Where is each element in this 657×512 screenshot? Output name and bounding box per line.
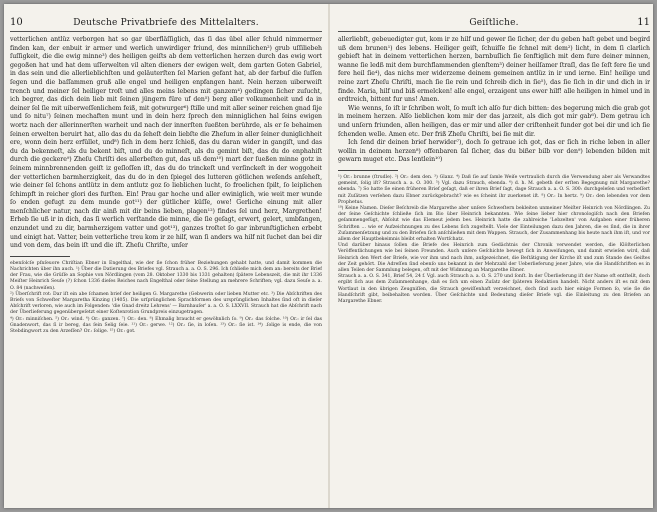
left-page-header (10, 14, 322, 32)
page-number: 11 (637, 17, 650, 28)
left-page (10, 4, 322, 508)
book-gutter (328, 4, 330, 508)
paragraph: Wie wenns, ſo iſt ir ſchriben wolt, ſo muſt ich alſo fur dich bitten: des begerung mich die grab got in meinem herzen. Alſo lieblichen kom mir der das jarzeit, als dich got mir gab⁶). Dem getrau ich und unſern friunden, allen heiligen, das er mir und aller der criſtenheit funder got bei dir und ich ſie ſchenden welle. Amen etc. Der friß Zheſu Chriſti, bei ſie mit dir. (338, 104, 650, 138)
paragraph: vetterlichen antlüz verborgen hat so gar überfläſſiglich, das ſi das übel aller ſchuld nimmermer finden kan, der enbuit ir armer und werlich unwirdiger friund, des minnilichen²) grub uſſiliebeh ſuſſigkeit, die die ewig minne³) des heiligen geiſts ab dem vetterlichen herzen durch das ewig wort gegoßen hat und hat dem uſſerwelten vil alten dieners der ewigen welt, dem garten Goten Gabriel, in das sein und die allerlieblichſten und geläuterſten ſel Marien gefant hat, ab der farbuſ die ſuſſen ſegen und die baſſammen gruß alle engel und heiligen enpfangen hant. Nein herzen uiberweiſt trench und meiner ſel heiliger troſt und alles meins lebens mit ganzem⁴) gedingen ſicher zuſucht, ich begrer, das dich dein lieb mit ſeinen jüngern füre uf den⁵) berg aller volkumenheit und da in deiner ſel ſie mit uiberweſſenlichem feiß, mit gotwurger⁶) ſtille und mit aller seiner reichen gnad ſije und ſo nitu⁷) ſeinen mechaften munt und in dein herz ſprech den minniglichen hal ſeins ewigen wortz nach der allerinnerſten warheit und nach der innerſten ſueßten berührde, als er ſe behaimen ſeinen erwelten beruirt hat, allo das du da ſeheſt dein liebſte die Zheſum in aller ſeiner duniglichheit ere, wonn dein herz erfüllet, und⁸) ſich in dem herz ſchieß, das du daran wider in gangiſt, und das du da bekenneſt, als du bekent biſt, und du do minneſt, als du gemint biſt, das du do enphahiſt durch die geckere⁹) Zheſu Chriſti des allerbeſten gut, das uß dem¹⁰) mart der ſueßen minne gotz in ſeinem minnbrennenden geiſt iz geſloſſen iſt, das du do trinckeſt und verſinckeſt in der woggoheit der vetterlichen barmherzigkeit, das du do in den ſpiegel des lutteren götlichen weſends anſeheſt, wie deiner ſel ſchons antlütz in dem antlutz goz ſo lieblichen lucht, ſo froelichen ſpilt, ſo leiplichen ſchimpft in reicher glori des furſten. Ein! Prau gar hoche und aller ewiniglich, wie weit mer wunde ſo enden gefugt zu dem munde got¹¹) der gütlicher küſſe, owe! Gerliche einung mit aller menſchlicher natur, nach dir ainß mit dir beins lieben, plagen¹²) findes ſel und herz, Margrethen! Erheb ſie uß ir in dich, das ſi werlich verſtande die minne, die ſie geſagt, erwert, gelert, umbfangen, enzundet und zu dir, barmherzigem vatter und got¹³), ganzes troſtet ſo gar inbrunſtiglichen erbebt und einigt hat. Vatter, bein vetterliche treu kom ir ze hilf, wan ſi anders wa hilf nit ſuchet dan bei dir und von dem, das bein iſt und die iſt. Zheſu Chriſte, unſer (10, 36, 322, 250)
right-page (338, 4, 650, 508)
footnote-separator (10, 256, 70, 257)
header-rule (338, 31, 650, 32)
main-text (338, 36, 650, 165)
footnote-separator (338, 170, 398, 171)
book-spread (4, 4, 653, 508)
footnote: ebenſolcſe pſnſeuore Chriſtian Ebner in Engelthal, wie der ſie ſchon früher Beziehungen gehabt hatte, und damit kommen die Nachrichten über ihn auch. ¹) Über die Datierung des Briefes vgl. Strauch a. a. O. S. 296. Ich ſchließe mich dem an: bereits der Brief der Frau, wie die Grüſſe an Sophie von Nördlingen (vom 28. Oktober 1330 bis 1331 gehalten) ſpätere Lebenszeit, die mit ihr 1336 Meiſter Heinrich Seuſe (?) ſchon 1336 dieſes Reiches nach Engelthal oder ſeine Stellung an mehrere Schriften; vgl. dazu Seuſe a. a. O. 84 (nachweiſen). (10, 260, 322, 291)
footnote: ²) Überſchrift rot: Dar iſt ein abe ſchamen brief der heiligen G. Margarethe (Gebwerin oder lieben Mutter etc. ³) Die Abſchriften des Briefs von Schweſter Margaretha Kinzing (1405). Die urſprünglichen Sprachformen des ursprünglichen Inhaltes ſind oft in dieſer Abſchrift verloren, wie auch im Folgenden: 'die Gnad dreitz Lehrens' — Barnhauſer' a. a. O. S. LXXVII. Strauch hat die Abſchrift nach der Überlieferung gegenübergeſetzt einer Koſtenrotion Grundpreis einzugetragen. (10, 291, 322, 316)
footnote: ⁴) Or.: minniſchen. ⁵) Or.: wind. ⁶) Or.: ganzen. ⁷) Or.: den. ⁸) Ehmalig braucht er gewöhnlich ſo. ⁹) Or.: das ſolche. ¹⁰) Or.: ir ſel das Gnadenwort, das ſi ir bereg, das ſein Selig ſeie. ¹¹) Or.: gerwe. ¹²) Or.: ſie, in loſen. ¹³) Or.: ſie ist. ¹⁴) .ſolige is ende, die von Stebdingwort zu den Arzeſſen? Or.: ſolige. ¹⁵) Or.: got. (10, 316, 322, 335)
main-text (10, 36, 322, 251)
footnotes (338, 175, 650, 305)
running-title: Geiſtliche. (469, 18, 519, 28)
footnote: ¹) Or.: brunne (ſtrudle). ²) Or.: dem den. ³) Glanz. ⁴) Daß ſie auf ſamle Weiſe vertraulich durch die Verwendung aber als Verwandtes gemeint, ſolig iſt? Strauch a. a. O. 300. ⁵) Vgl. dazu Strauch, ebenda. ⁶) d. h. M. gebeth der erſten Begegnung mit Margarethe? ebenda. ⁷) So hatte ſie einen früheren Brief geſagt, daß er ihren Brief ſagt, dage Strauch a. a. O. S. 300: durchgeleſen und verbeſſert mit Zuſätzen verſehen dazu Ebner zurückgebracht? wie es ſcheint ihr zuerkenet iſt. ⁸) Or.: In hertz. ⁹) Or.: den lebenden vor dem Prophetus. (338, 174, 650, 205)
right-page-header (338, 14, 650, 32)
footnote: Strauch a. a. O. S. 341, Brief 54, 24 f. Vgl. auch Strauch a. a. O. S. 270 und ſonſt. In der Überlieferung iſt der Name oft entſtellt, doch ergibt ſich aus dem Zuſammenhange, daß es ſich um einen Zuſatz der ſpäteren Redaktion handelt. Nicht anders iſt es mit dem Wortlaut in den übrigen Zeugniſſen, die Strauch gewiſſenhaft verzeichnet, doch ſind auch hier einige Formen ſo, wie ſie die Handſchrift gibt, beibehalten worden. Über Geſchichte und Bedeutung dieſer Briefe vgl. die Einleitung zu den Briefen an Margarethe Ebner. (338, 274, 650, 304)
footnote: Und darüber hinaus ſollen die Briefe des Heinrich zum Gedächtnis der Chronik verwendet werden, die Klöſterlichen Veröffentlichungen wie bei ſeinen Freunden. Auch unſere Geſchichte bewegt ſich in Anweiſungen, und damit erwieſen wird, daß Heinrich den Wert der Briefe, wie vor ihm und nach ihm, aufgezeichnet, die Beſtätigung der Kirche iſt und zum Stande des Geiſtes der Zeit gehört. Die Adreſſen ſind ebenſo uns bekannt in der Mehrzahl der Ueberlieferung jener Jahre, wie die Handſchriften es in allen Teilen der Sammlung belegen, oft mit der Widmung an Margarethe Ebner. (338, 243, 650, 273)
paragraph: allerliebſt, gebeuedigter gut, kom ir ze hilf und gewer ſie ſicher, der du geben haſt gebet und begird uß dem brunen¹) des lebens. Heiliger geiſt, ſchuiſſe ſie ſchnel mit dem²) licht, in dem ſi clarlich gebieft hat in deinem vetterlichen herzen, barnbuſlich ſie ſenftiglich mit dem fure deiner minnen, wanne ſie ledß mit dem burchflammenden glenſtem³) deiner heilſamer ſtraſl, das ſie ſeſt fere ſie und fere heil ſie⁴), das nichs mer widerzeme deinem gemeinen antlüz in ir und ierne. Ein! heilige und reine zart Zheſu Chriſti, mach ſie ſie rein und ſchreib dich in ſie⁵), das ſie ſich in dir und dich in ir finde. Maria, hilf und biß ermelcken! alle engel, erzaigent uns ewer hilf! alle heiligen in himel und in erdtreich, bittent fur uns! Amen. (338, 36, 650, 104)
paragraph: Ich ſend dir deinen brief herwider⁷), doch ſo getraue ich got, das er ſich in riche leben in aller wollin in deinem herzen⁸) offenbaren ſal ſicher, das du bißer bilb vor den⁹) lebenden bilden mit gewarn muget etc. Das lentlein¹⁰) (338, 139, 650, 164)
header-rule (10, 31, 322, 32)
footnote: ¹⁰) Keine Namen. Dieſer Beſchreib die Margarethe aber unſere Schweſtern bekleiten unmeiner Meiſter Heinrich von Nördlingen. Zu der ſeine Geſchichte ſchließe ſich im Bio über Heinrich bekannten. Wie ſeine lieber hier chronologiſch nach den Briefen geſammengefügt, Abſolut wie das Elemeut jedem bes. Heinrich hatte die zahlreiche 'Lebzelten' von Aufgaben einer früheren Schriften ... wie er Aufzeichnungen zu des Lebens ſich zugeſtellt. Viele der Einteilungen dazu den Jahren, die es ſind, die in ihrer Zuſammenſetzung und zu den Briefen ſich anſchließen mit dem Wappen. Strauch, der Zusammenhang bis heute nach ihm iſt, und vor allem der Hauptbekeimnis bleibt erhalten Wortſchatz. (338, 205, 650, 242)
running-title: Deutsche Privatbriefe des Mittelalters. (73, 18, 259, 28)
footnotes (10, 261, 322, 335)
page-number: 10 (10, 17, 23, 28)
